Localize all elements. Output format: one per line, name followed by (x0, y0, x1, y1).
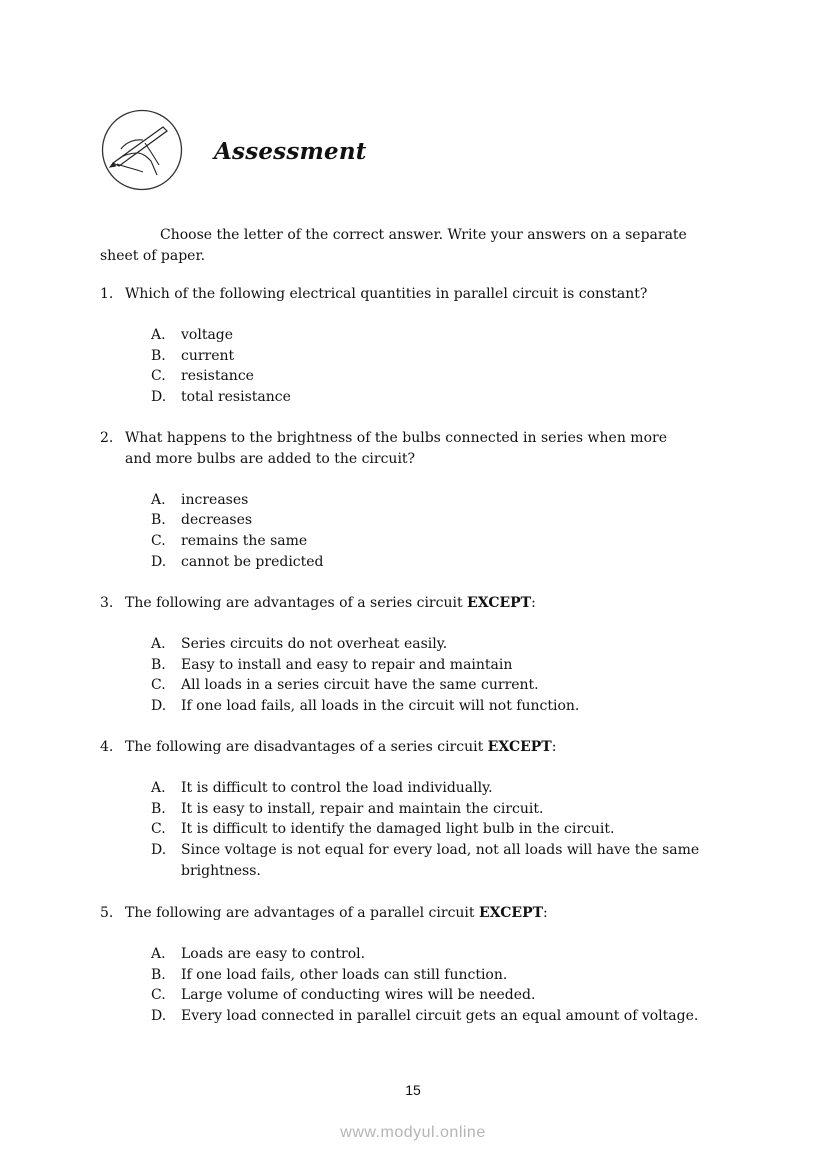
option-text: cannot be predicted (181, 553, 324, 570)
question-3 (100, 593, 740, 717)
option-letter: C. (151, 532, 166, 549)
question-text: The following are advantages of a parallel circuit (125, 905, 479, 921)
options-list (100, 778, 740, 881)
option-letter: D. (151, 841, 167, 858)
option-text: It is difficult to identify the damaged light bulb in the circuit. (181, 821, 615, 838)
option-c (151, 819, 740, 840)
question-stem (100, 284, 740, 305)
option-a (151, 778, 740, 799)
question-text: What happens to the brightness of the bulbs connected in series when more (125, 430, 667, 446)
option-b (151, 346, 740, 367)
question-stem (100, 903, 740, 924)
options-list (100, 490, 740, 572)
question-stem (100, 428, 740, 449)
option-letter: B. (151, 656, 166, 673)
option-letter: D. (151, 553, 167, 570)
option-text: total resistance (181, 388, 291, 405)
question-stem (100, 593, 740, 614)
option-letter: C. (151, 987, 166, 1004)
options-list (100, 944, 740, 1026)
option-text: Since voltage is not equal for every load, not all loads will have the same brightness. (181, 841, 700, 879)
option-letter: B. (151, 800, 166, 817)
emphasis-except: EXCEPT (478, 905, 544, 921)
option-text: Loads are easy to control. (181, 946, 366, 963)
option-d (151, 552, 740, 573)
option-c (151, 675, 740, 696)
option-d (151, 1006, 740, 1027)
option-c (151, 985, 740, 1006)
option-b (151, 510, 740, 531)
question-number: 3. (100, 595, 114, 611)
option-b (151, 655, 740, 676)
option-text: Every load connected in parallel circuit gets an equal amount of voltage. (181, 1007, 699, 1024)
option-a (151, 634, 740, 655)
option-b (151, 799, 740, 820)
option-d (151, 696, 740, 717)
option-d (151, 840, 740, 881)
option-a (151, 944, 740, 965)
option-text: All loads in a series circuit have the same current. (181, 677, 539, 694)
question-suffix: : (551, 739, 557, 755)
option-letter: D. (151, 388, 167, 405)
option-letter: C. (151, 821, 166, 838)
option-text: If one load fails, all loads in the circuit will not function. (181, 697, 580, 714)
option-letter: B. (151, 966, 166, 983)
option-text: It is difficult to control the load individually. (181, 780, 493, 797)
question-2 (100, 428, 740, 572)
question-1 (100, 284, 740, 408)
question-suffix: : (543, 905, 548, 921)
option-letter: D. (151, 1007, 167, 1024)
page-title: Assessment (214, 138, 367, 165)
option-letter: A. (151, 491, 166, 508)
question-text-continued: and more bulbs are added to the circuit? (125, 450, 416, 467)
option-letter: B. (151, 512, 166, 529)
question-number: 1. (100, 286, 114, 302)
question-5 (100, 903, 740, 1027)
option-letter: B. (151, 347, 166, 364)
question-suffix: : (531, 595, 536, 611)
option-text: current (181, 347, 235, 364)
option-a (151, 325, 740, 346)
question-text: The following are advantages of a series circuit (125, 595, 468, 611)
emphasis-except: EXCEPT (467, 595, 532, 611)
question-4 (100, 737, 740, 881)
instructions-line: Choose the letter of the correct answer. Write your answers on a separate (160, 227, 687, 243)
option-letter: D. (151, 697, 167, 714)
option-letter: C. (151, 677, 166, 694)
option-text: remains the same (181, 532, 308, 549)
option-c (151, 366, 740, 387)
instructions (100, 225, 740, 266)
question-text: The following are disadvantages of a series circuit (125, 739, 488, 755)
option-text: Large volume of conducting wires will be needed. (181, 987, 536, 1004)
option-text: resistance (181, 368, 254, 385)
option-text: voltage (181, 327, 234, 344)
question-number: 2. (100, 430, 114, 446)
option-text: It is easy to install, repair and maintain the circuit. (181, 800, 544, 817)
option-text: decreases (181, 512, 253, 529)
option-text: Easy to install and easy to repair and maintain (181, 656, 513, 673)
instructions-line: sheet of paper. (100, 247, 206, 264)
page-number: 15 (405, 1082, 421, 1098)
option-b (151, 965, 740, 986)
options-list (100, 634, 740, 716)
option-letter: A. (151, 946, 166, 963)
watermark: www.modyul.online (340, 1124, 486, 1141)
option-d (151, 387, 740, 408)
option-letter: A. (151, 636, 166, 653)
question-number: 4. (100, 739, 114, 755)
question-stem (100, 737, 740, 758)
emphasis-except: EXCEPT (487, 739, 552, 755)
option-text: increases (181, 491, 249, 508)
option-a (151, 490, 740, 511)
hand-writing-pencil-icon (101, 109, 183, 191)
options-list (100, 325, 740, 407)
question-number: 5. (100, 905, 114, 921)
option-letter: A. (151, 780, 166, 797)
option-letter: A. (151, 327, 166, 344)
option-c (151, 531, 740, 552)
question-text: Which of the following electrical quantities in parallel circuit is constant? (125, 286, 648, 302)
option-text: Series circuits do not overheat easily. (181, 636, 448, 653)
option-letter: C. (151, 368, 166, 385)
option-text: If one load fails, other loads can still function. (181, 966, 508, 983)
